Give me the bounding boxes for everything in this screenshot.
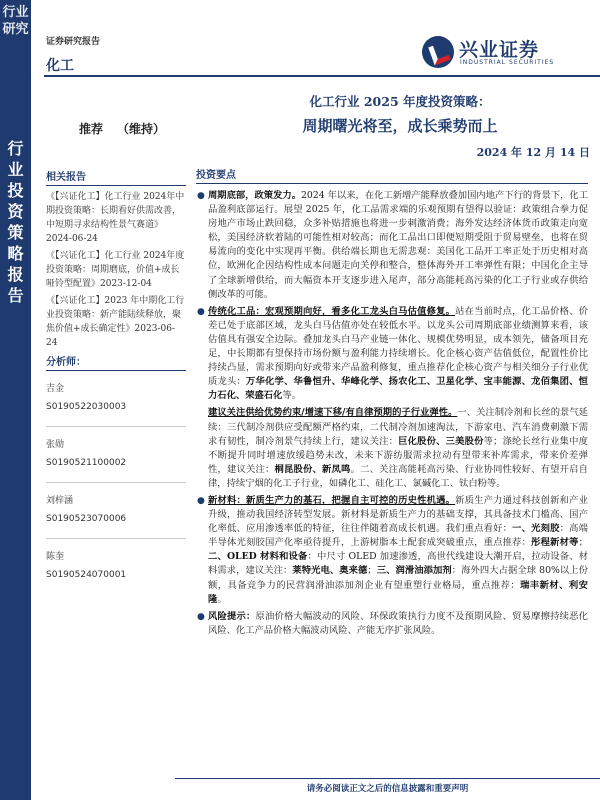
point-body: ：中尺寸 OLED 加速渗透，高世代线建设大潮开启，拉动设备、材料需求，建议关注： bbox=[208, 551, 588, 577]
point-picks: 巨化股份、三美股份 bbox=[398, 435, 484, 447]
analyst-divider bbox=[46, 538, 186, 539]
analyst-name: 吉金 bbox=[46, 384, 65, 394]
header-divider bbox=[44, 75, 600, 77]
point-body: 。二、关注高能耗高污染、行业协同性较好、有望开启自律，持续宁烟的化工子行业，如磷化工、硅化工、氯碱化工、钛白粉等。 bbox=[208, 463, 588, 489]
band-report-type-text: 行业投资策略报告 bbox=[7, 139, 24, 305]
highlight-point-traditional bbox=[196, 305, 588, 404]
highlight-point-subsectors bbox=[196, 406, 588, 491]
point-lead: 新材料：新质生产力的基石，把握自主可控的历史性机遇。 bbox=[208, 494, 456, 506]
rating bbox=[79, 120, 165, 137]
band-category-text: 行业研究 bbox=[2, 5, 29, 37]
point-body: 新质生产力通过科技创新和产业升级，推动我国经济转型发展。新材料是新质生产力的基础支撑，其具备技术门槛高、国产化率低、应用渗透率低的特征，往往伴随着高成长机遇。我们重点看好： bbox=[208, 494, 588, 535]
point-body: 等；涤纶长丝行业集中度不断提升同时增速放缓趋势未改，未来下游纺服需求拉动有望带来补库需求，带来价差弹性，建议关注： bbox=[208, 435, 588, 475]
rating-label: 推荐 bbox=[79, 122, 104, 136]
point-section: 三、润滑油添加剂 bbox=[376, 565, 452, 577]
point-picks: 彤程新材等 bbox=[531, 537, 579, 549]
industry-label: 化工 bbox=[46, 58, 74, 74]
analysts-heading: 分析师： bbox=[46, 353, 186, 371]
point-body: 站在当前时点，化工品价格、价差已处于底部区域，龙头白马估值亦处在较低水平。以龙头公司周期底部业绩测算来看，该估值具有强安全边际。叠加龙头白马产业链一体化、规模优势明显，成本领先，储备项目充足，中长期都有望保持市场份额与盈利能力持续增长。化企核心资产估值低位，配置性价比持续凸显，需求预期向好或带来产品盈利修复，重点推荐化企核心资产与相关细分子行业优质龙头： bbox=[208, 305, 588, 388]
point-picks: 瑞丰新材、利安隆 bbox=[208, 579, 588, 605]
analyst-entry bbox=[46, 494, 186, 526]
point-lead: 传统化工品：宏观预期向好，看多化工龙头白马估值修复。 bbox=[208, 305, 456, 317]
report-date: 2024 年 12 月 14 日 bbox=[476, 146, 590, 159]
analyst-entry bbox=[46, 550, 186, 582]
investment-highlights-heading: 投资要点 bbox=[196, 166, 588, 184]
analyst-id: S0190521100002 bbox=[46, 458, 127, 468]
analyst-entry bbox=[46, 382, 186, 414]
rating-note: （维持） bbox=[117, 122, 166, 136]
point-body: 。 bbox=[217, 593, 227, 605]
analyst-entry bbox=[46, 438, 186, 470]
analyst-name: 张勋 bbox=[46, 440, 65, 450]
bullet-icon: ● bbox=[197, 306, 205, 317]
logo-chinese-name: 兴业证券 bbox=[459, 39, 540, 61]
related-reports-heading: 相关报告 bbox=[46, 168, 186, 186]
logo-english-name: INDUSTRIAL SECURITIES bbox=[460, 59, 555, 66]
analyst-id: S0190524070001 bbox=[46, 570, 127, 580]
point-body: 2024 年以来，在化工新增产能释放叠加国内地产下行的背景下，化工品盈利底部运行。展望 2025 年，化工品需求端的乐观预期有望得以验证：政策组合拳力促房地产市场止跌回稳，众多补贴措施也将进一步刺激消费；海外发达经济体货币政策走向宽松，美国经济软着陆的可能性相对较高；而化工品出口即便短期受阻于贸易壁垒，也将在贸易流向的变化中实现再平衡。供给端长期也无需悲观：美国化工品开工率正处于历史相对高位，欧洲化企因结构性成本问题走向关停和整合，整体海外开工率弹性有限；中国化企主导了全球新增供给，而大幅资本开支逐步进入尾声，部分高能耗高污染的化工子行业或存供给侧改革的可能。 bbox=[208, 190, 588, 300]
point-body: ； bbox=[367, 565, 377, 577]
highlight-point-new-materials bbox=[196, 494, 588, 607]
point-lead: 建议关注供给优势约束/增速下移/有自律预期的子行业弹性。 bbox=[208, 407, 458, 419]
footer-divider bbox=[175, 778, 600, 779]
point-section: 一、光刻胶 bbox=[512, 523, 560, 535]
analyst-id: S0190522030003 bbox=[46, 402, 127, 412]
highlight-point-risk bbox=[196, 610, 588, 638]
logo-icon bbox=[422, 36, 454, 68]
point-picks: 莱特光电、奥来德 bbox=[292, 565, 368, 577]
analyst-name: 刘梓涵 bbox=[46, 496, 74, 506]
report-subtitle: 周期曙光将至，成长乘势而上 bbox=[302, 117, 498, 135]
point-body: ：海外四大占据全球 80%以上份额，具备竞争力的民营润滑油添加剂企业有望重塑行业格局，重点推荐： bbox=[208, 565, 588, 591]
company-logo bbox=[422, 34, 592, 72]
report-title: 化工行业 2025 年度投资策略： bbox=[309, 94, 491, 109]
analyst-name: 陈奎 bbox=[46, 552, 65, 562]
analyst-divider bbox=[46, 482, 186, 483]
related-report-item: 《【兴证化工】化工行业 2024年度投资策略：周期磨底，价值+成长哑铃型配置》2023-12-04 bbox=[46, 251, 185, 289]
bullet-icon: ● bbox=[197, 191, 205, 201]
point-picks: 万华化学、华鲁恒升、华峰化学、扬农化工、卫星化学、宝丰能源、龙佰集团、恒力石化、荣盛石化 bbox=[208, 376, 588, 402]
bullet-icon: ● bbox=[197, 611, 205, 622]
point-body: ：高端半导体光刻胶国产化率亟待提升，上游树脂本土配套成突破重点，重点推荐： bbox=[208, 523, 588, 549]
point-lead: 风险提示： bbox=[208, 610, 256, 622]
point-body: ； bbox=[578, 537, 588, 549]
highlight-point-cycle bbox=[196, 189, 588, 302]
analyst-id: S0190523070006 bbox=[46, 514, 127, 524]
point-body: 原油价格大幅波动的风险、环保政策执行力度不及预期风险、贸易摩擦持续恶化风险、化工产品价格大幅波动风险、产能无序扩张风险。 bbox=[208, 610, 588, 636]
disclaimer-footer: 请务必阅读正文之后的信息披露和重要声明 bbox=[306, 784, 469, 794]
point-end: 等。 bbox=[282, 390, 301, 402]
point-picks: 桐昆股份、新凤鸣 bbox=[274, 463, 351, 475]
point-body: 一、关注制冷剂和长丝的景气延续：三代制冷剂供应受配额严格约束，二代制冷剂加速淘汰，下游家电、汽车消费刺激下需求有韧性，制冷剂景气持续上行，建议关注： bbox=[208, 407, 588, 447]
main-content bbox=[196, 166, 588, 641]
sidebar bbox=[46, 168, 186, 582]
point-lead: 周期底部，政策发力。 bbox=[208, 190, 301, 201]
left-color-band bbox=[0, 0, 31, 800]
related-report-item: 《【兴证化工】化工行业 2024年中期投资策略：长期看好供需改善，中短期寻求结构性景气赛道》2024-06-24 bbox=[46, 192, 185, 244]
related-report-item: 《【兴证化工】2023 年中期化工行业投资策略：新产能陆续释放，聚焦价值+成长确定性》2023-06-24 bbox=[46, 296, 185, 348]
report-type-label: 证券研究报告 bbox=[46, 37, 101, 47]
analyst-divider bbox=[46, 426, 186, 427]
bullet-icon: ● bbox=[197, 495, 205, 506]
point-section: 二、OLED 材料和设备 bbox=[208, 551, 308, 563]
